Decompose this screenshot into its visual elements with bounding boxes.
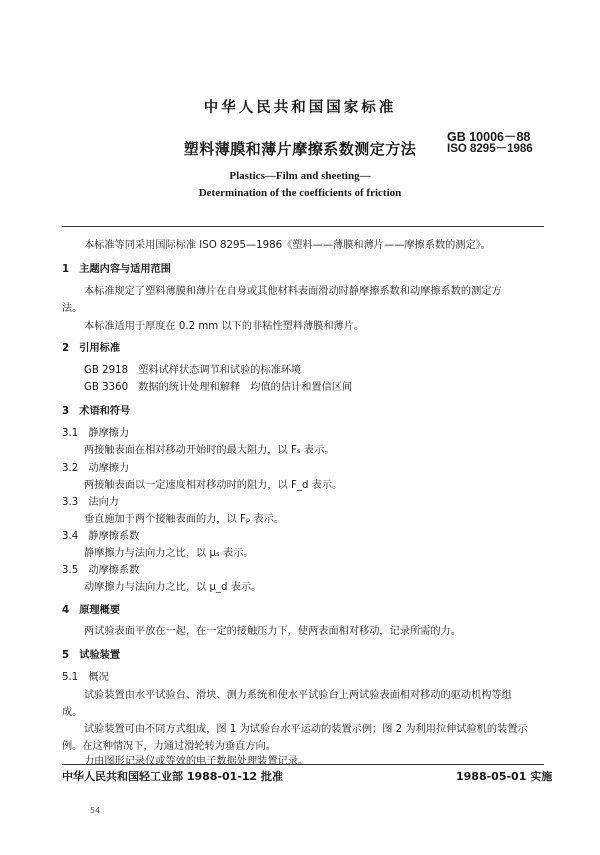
term-3-4-definition: 静摩擦力与法向力之比，以 μₛ 表示。 <box>84 548 254 559</box>
section-5-1-para-1-line-1: 试验装置由水平试验台、滑块、测力系统和使水平试验台上两试验表面相对移动的驱动机构等组 <box>84 690 512 701</box>
section-5-1-para-2-line-2: 例。在这种情况下，力通过滑轮转为垂直方向。 <box>62 741 276 752</box>
term-3-2-heading: 3.2 动摩擦力 <box>62 463 130 474</box>
iso-number: ISO 8295－1986 <box>447 143 533 155</box>
term-3-3-heading: 3.3 法向力 <box>62 497 119 508</box>
term-3-4-heading: 3.4 静摩擦系数 <box>62 531 140 542</box>
term-3-5-heading: 3.5 动摩擦系数 <box>62 565 140 576</box>
term-3-1-definition: 两接触表面在相对移动开始时的最大阻力，以 Fₛ 表示。 <box>84 445 335 456</box>
issuing-body-title: 中华人民共和国国家标准 <box>203 100 397 116</box>
section-1-para-2: 本标准适用于厚度在 0.2 mm 以下的非粘性塑料薄膜和薄片。 <box>84 321 365 332</box>
section-3-heading: 3 术语和符号 <box>62 406 131 417</box>
section-1-para-1-line-2: 法。 <box>62 303 83 314</box>
reference-gb3360: GB 3360 数据的统计处理和解释 均值的估计和置信区间 <box>84 382 353 393</box>
standard-title-en-line1: Plastics—Film and sheeting— <box>229 170 371 182</box>
term-3-1-heading: 3.1 静摩擦力 <box>62 428 130 439</box>
section-1-para-1-line-1: 本标准规定了塑料薄膜和薄片在自身或其他材料表面滑动时静摩擦系数和动摩擦系数的测定方 <box>84 286 502 297</box>
standard-number-block <box>447 131 533 155</box>
term-3-2-definition: 两接触表面以一定速度相对移动时的阻力，以 F_d 表示。 <box>84 480 343 491</box>
section-2-heading: 2 引用标准 <box>62 343 121 354</box>
implementation-date: 1988-05-01 实施 <box>456 770 553 783</box>
intro-paragraph: 本标准等同采用国际标准 ISO 8295—1986《塑料——薄膜和薄片——摩擦系数的测定》。 <box>84 240 491 251</box>
section-1-heading: 1 主题内容与适用范围 <box>62 264 171 275</box>
approval-line: 中华人民共和国轻工业部 1988-01-12 批准 <box>62 770 284 783</box>
term-3-5-definition: 动摩擦力与法向力之比，以 μ_d 表示。 <box>84 582 262 593</box>
header-divider <box>62 226 544 227</box>
section-4-paragraph: 两试验表面平放在一起，在一定的接触压力下，使两表面相对移动，记录所需的力。 <box>84 626 461 637</box>
gb-number: GB 10006－88 <box>447 130 531 144</box>
subsection-5-1-heading: 5.1 概况 <box>62 672 109 683</box>
section-5-1-para-1-line-2: 成。 <box>62 707 83 718</box>
term-3-3-definition: 垂直施加于两个接触表面的力，以 Fₚ 表示。 <box>84 514 285 525</box>
standard-title-en-line2: Determination of the coefficients of friction <box>198 187 402 199</box>
page-number: 54 <box>90 806 101 815</box>
reference-gb2918: GB 2918 塑料试样状态调节和试验的标准环境 <box>84 365 302 376</box>
standard-title-cn: 塑料薄膜和薄片摩擦系数测定方法 <box>183 140 417 158</box>
footer-divider <box>62 764 544 765</box>
section-4-heading: 4 原理概要 <box>62 605 121 616</box>
section-5-heading: 5 试验装置 <box>62 650 121 661</box>
section-5-1-para-2-line-1: 试验装置可由不同方式组成，图 1 为试验台水平运动的装置示例；图 2 为利用拉伸试验机的装置示 <box>84 724 528 735</box>
section-5-1-para-3: 力由图形记录仪或等效的电子数据处理装置记录。 <box>84 756 309 767</box>
